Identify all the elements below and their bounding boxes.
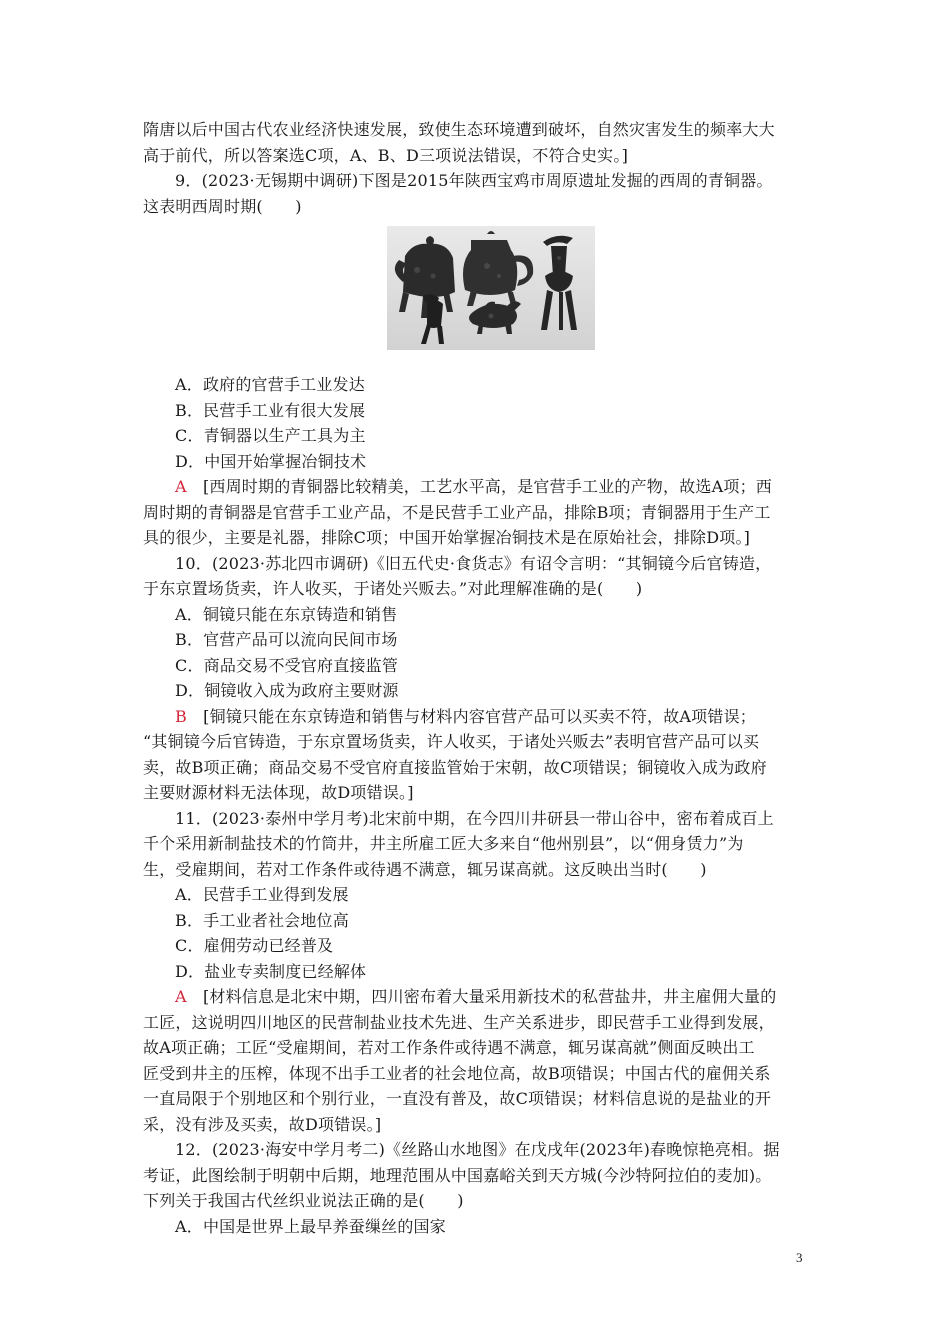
- question-stem: 下列关于我国古代丝织业说法正确的是( ): [143, 1191, 464, 1210]
- question-stem: 这表明西周时期( ): [143, 196, 302, 216]
- explain-line: 卖，故B项正确；商品交易不受官府直接监管始于宋朝，故C项错误；铜镜收入成为政府: [143, 757, 767, 777]
- option-d: D．盐业专卖制度已经解体: [175, 961, 367, 981]
- option-a: A．民营手工业得到发展: [175, 885, 349, 904]
- answer-letter: A: [175, 987, 187, 1006]
- text-line: 隋唐以后中国古代农业经济快速发展，致使生态环境遭到破坏，自然灾害发生的频率大大: [143, 120, 775, 139]
- question-10: [143, 551, 811, 806]
- bronze-vessels-photo: [387, 226, 595, 350]
- option-b: B．民营手工业有很大发展: [175, 400, 366, 420]
- question-11: [143, 806, 811, 1138]
- explain-line: 具的很少，主要是礼器，排除C项；中国开始掌握冶铜技术是在原始社会，排除D项。]: [143, 528, 751, 547]
- explain-line: 匠受到井主的压榨，体现不出手工业者的社会地位高，故B项错误；中国古代的雇佣关系: [143, 1063, 771, 1083]
- question-stem: 10．(2023·苏北四市调研)《旧五代史·食货志》有诏令言明：“其铜镜今后官铸造，: [175, 553, 772, 573]
- intro-explanation: [143, 117, 811, 168]
- explain-line: 主要财源材料无法体现，故D项错误。]: [143, 783, 414, 802]
- explain-line: 采，没有涉及买卖，故D项错误。]: [143, 1114, 382, 1134]
- explain-line: “其铜镜今后官铸造，于东京置场货卖，许人收买，于诸处兴贩去”表明官营产品可以买: [143, 732, 760, 751]
- option-a: A．铜镜只能在东京铸造和销售: [175, 604, 398, 624]
- option-b: B．官营产品可以流向民间市场: [175, 630, 398, 649]
- answer-letter: B: [175, 706, 187, 726]
- option-d: D．铜镜收入成为政府主要财源: [175, 681, 399, 700]
- option-a: A．政府的官营手工业发达: [175, 375, 365, 394]
- question-12: [143, 1137, 811, 1239]
- option-c: C．青铜器以生产工具为主: [175, 426, 366, 445]
- answer-explanation: [143, 474, 811, 500]
- option-c: C．商品交易不受官府直接监管: [175, 655, 399, 675]
- question-stem: 于东京置场货卖，许人收买，于诸处兴贩去。”对此理解准确的是( ): [143, 579, 643, 598]
- option-d: D．中国开始掌握冶铜技术: [175, 451, 367, 471]
- explain-text: [西周时期的青铜器比较精美，工艺水平高，是官营手工业的产物，故选A项；西: [202, 477, 772, 496]
- option-a: A．中国是世界上最早养蚕缫丝的国家: [175, 1216, 446, 1236]
- option-c: C．雇佣劳动已经普及: [175, 936, 334, 955]
- question-stem: 12．(2023·海安中学月考二)《丝路山水地图》在戊戌年(2023年)春晚惊艳亮相。据: [175, 1140, 780, 1159]
- question-stem: 千个采用新制盐技术的竹筒井，井主所雇工匠大多来自“他州别县”，以“佣身赁力”为: [143, 834, 744, 853]
- question-stem: 11．(2023·泰州中学月考)北宋前中期，在今四川井研县一带山谷中，密布着成百上: [175, 808, 774, 828]
- question-stem: 9．(2023·无锡期中调研)下图是2015年陕西宝鸡市周原遗址发掘的西周的青铜器。: [175, 171, 773, 190]
- option-b: B．手工业者社会地位高: [175, 910, 349, 930]
- explain-line: 故A项正确；工匠“受雇期间，若对工作条件或待遇不满意，辄另谋高就”侧面反映出工: [143, 1038, 755, 1057]
- explain-line: 工匠，这说明四川地区的民营制盐业技术先进、生产关系进步，即民营手工业得到发展，: [143, 1012, 775, 1032]
- answer-explanation: [143, 704, 811, 730]
- text-line: 高于前代，所以答案选C项，A、B、D三项说法错误，不符合史实。]: [143, 145, 629, 165]
- answer-explanation: [143, 984, 811, 1010]
- question-stem: 考证，此图绘制于明朝中后期，地理范围从中国嘉峪关到天方城(今沙特阿拉伯的麦加)。: [143, 1165, 772, 1185]
- explain-text: [铜镜只能在东京铸造和销售与材料内容官营产品可以买卖不符，故A项错误；: [203, 706, 756, 726]
- explain-line: 周时期的青铜器是官营手工业产品，不是民营手工业产品，排除B项；青铜器用于生产工: [143, 502, 771, 522]
- page-number: 3: [796, 1250, 803, 1265]
- explain-line: 一直局限于个别地区和个别行业，一直没有普及，故C项错误；材料信息说的是盐业的开: [143, 1089, 772, 1108]
- answer-letter: A: [175, 477, 187, 496]
- question-stem: 生，受雇期间，若对工作条件或待遇不满意，辄另谋高就。这反映出当时( ): [143, 859, 707, 879]
- explain-text: [材料信息是北宋中期，四川密布着大量采用新技术的私营盐井，井主雇佣大量的: [202, 987, 777, 1006]
